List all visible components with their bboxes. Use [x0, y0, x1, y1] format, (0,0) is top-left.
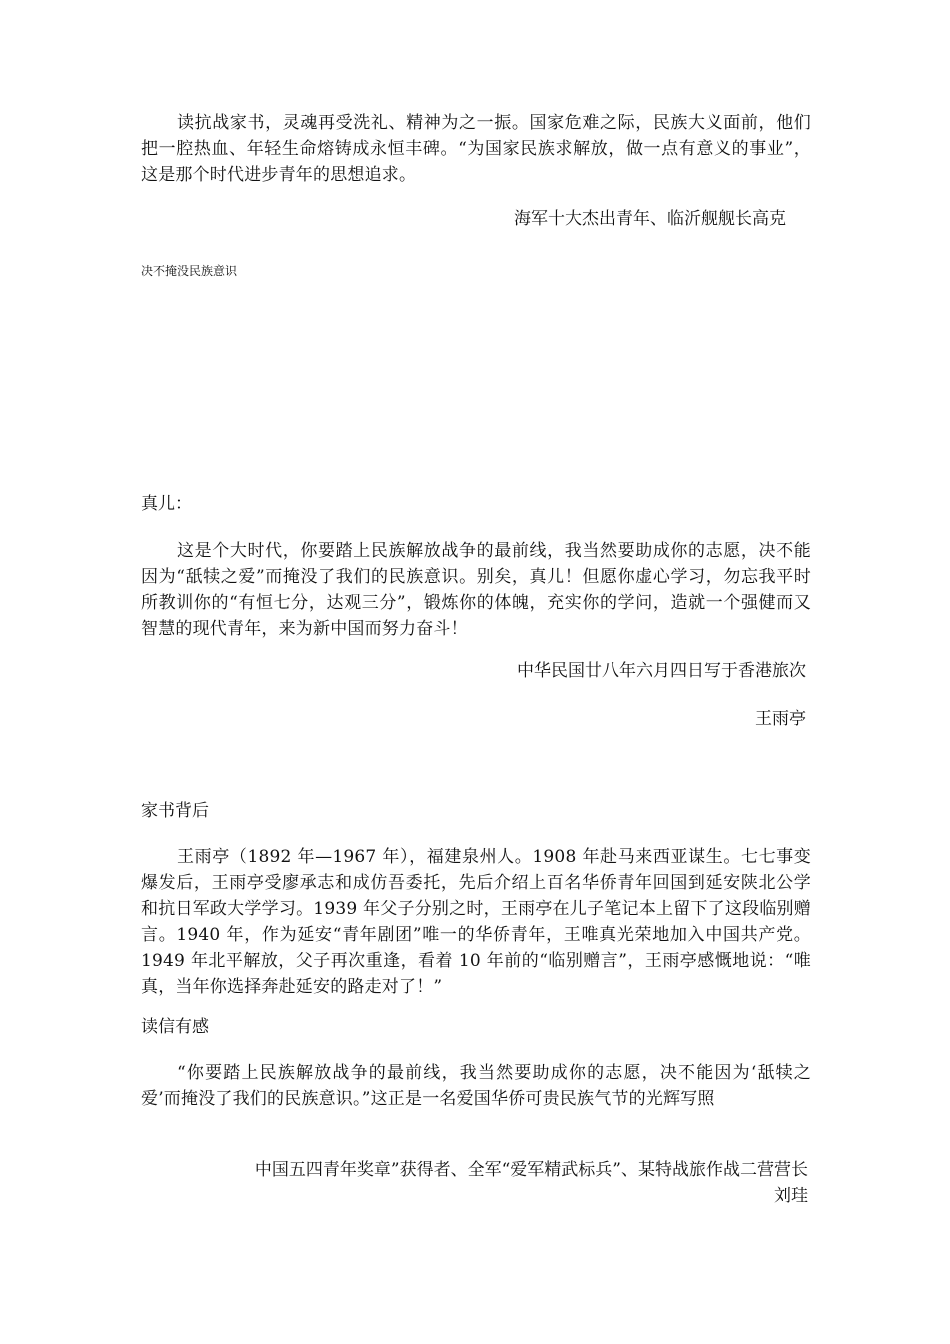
section-title: 决不掩没民族意识	[141, 264, 238, 278]
letter-body: 这是个大时代，你要踏上民族解放战争的最前线，我当然要助成你的志愿，决不能因为“舐犊之爱”而掩没了我们的民族意识。别矣，真儿！但愿你虚心学习，勿忘我平时所教训你的“有恒七分，达观三分”，锻炼你的体魄，充实你的学问，造就一个强健而又智慧的现代青年，来为新中国而努力奋斗！	[141, 541, 811, 639]
background-heading: 家书背后	[141, 801, 209, 821]
intro-attribution: 海军十大杰出青年、临沂舰舰长高克	[514, 209, 786, 229]
intro-paragraph: 读抗战家书，灵魂再受洗礼、精神为之一振。国家危难之际，民族大义面前，他们把一腔热血、年轻生命熔铸成永恒丰碑。“为国家民族求解放，做一点有意义的事业”，这是那个时代进步青年的思想追求。	[141, 113, 811, 185]
letter-signature: 王雨亭	[755, 709, 806, 729]
reflection-paragraph: “你要踏上民族解放战争的最前线，我当然要助成你的志愿，决不能因为‘舐犊之爱’而掩没了我们的民族意识。”这正是一名爱国华侨可贵民族气节的光辉写照	[141, 1063, 811, 1109]
letter-date: 中华民国廿八年六月四日写于香港旅次	[517, 661, 806, 681]
background-paragraph: 王雨亭（1892 年—1967 年），福建泉州人。1908 年赴马来西亚谋生。七七事变爆发后，王雨亭受廖承志和成仿吾委托，先后介绍上百名华侨青年回国到延安陕北公学和抗日军政大学学习。1939 年父子分别之时，王雨亭在儿子笔记本上留下了这段临别赠言。1940 年，作为延安“青年剧团”唯一的华侨青年，王唯真光荣地加入中国共产党。1949 年北平解放，父子再次重逢，看着 10 年前的“临别赠言”，王雨亭感慨地说：“唯真，当年你选择奔赴延安的路走对了！”	[141, 847, 811, 997]
reflection-heading: 读信有感	[141, 1017, 209, 1037]
reflection-attribution-line2: 刘珪	[774, 1186, 808, 1206]
letter-salutation: 真儿：	[141, 494, 192, 514]
reflection-attribution-line1: 中国五四青年奖章”获得者、全军“爱军精武标兵”、某特战旅作战二营营长	[254, 1160, 808, 1180]
